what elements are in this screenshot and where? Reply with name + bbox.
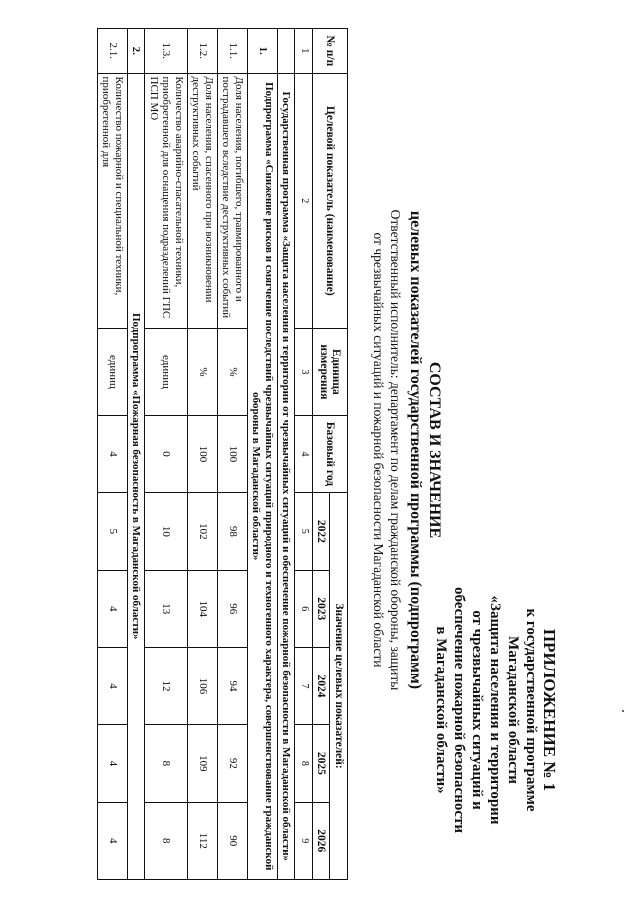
col-2024-header: 2024 (313, 647, 331, 724)
row-value-2024: 4 (98, 647, 128, 724)
row-value-2024: 106 (188, 647, 218, 724)
table-row (218, 29, 248, 880)
annex-line: к государственной программе (523, 608, 539, 812)
row-value-2022: 102 (188, 493, 218, 570)
row-value-2024: 12 (145, 647, 188, 724)
table-row (98, 29, 128, 880)
row-indicator-name: Доля населения, погибшего, травмированного и пострадавшего вследствие деструктивных событий (218, 73, 248, 329)
annex-line: от чрезвычайных ситуаций и (469, 610, 485, 810)
column-index: 7 (295, 647, 313, 724)
column-index: 1 (295, 29, 313, 74)
subprogram-row (128, 29, 146, 880)
program-row (278, 29, 296, 880)
row-num: 1.3. (145, 29, 188, 74)
annex-header (432, 560, 558, 860)
row-value-2025: 109 (188, 725, 218, 802)
row-value-2025: 92 (218, 725, 248, 802)
row-unit: единиц (98, 329, 128, 416)
row-unit: % (188, 329, 218, 416)
subprogram-title: Подпрограмма «Снижение рисков и смягчение последствий чрезвычайных ситуаций природного и техногенного характера, совершенствование гражданской обороны в Магаданской области» (248, 73, 278, 879)
col-2022-header: 2022 (313, 493, 331, 570)
row-value-2023: 96 (218, 570, 248, 647)
column-index: 8 (295, 725, 313, 802)
column-index: 3 (295, 329, 313, 416)
scan-speck (622, 710, 624, 712)
table-row (145, 29, 188, 880)
responsible-executor (370, 70, 404, 830)
row-value-2023: 4 (98, 570, 128, 647)
header-row (330, 29, 348, 880)
col-indicator-header: Целевой показатель (наименование) (313, 73, 348, 329)
row-value-2022: 98 (218, 493, 248, 570)
annex-line: «Защита населения и территории (487, 595, 503, 825)
row-unit: единиц (145, 329, 188, 416)
program-title: Государственная программа «Защита населения и территории от чрезвычайных ситуаций и обеспечение пожарной безопасности в Магаданской области» (278, 73, 296, 879)
program-num-cell (278, 29, 296, 74)
indicators-table (97, 28, 348, 880)
row-value-2025: 8 (145, 725, 188, 802)
col-unit-header: Единица измерения (313, 329, 348, 416)
column-index-row (295, 29, 313, 880)
row-value-2026: 8 (145, 802, 188, 879)
col-2023-header: 2023 (313, 570, 331, 647)
annex-title: ПРИЛОЖЕНИЕ № 1 (540, 628, 559, 792)
column-index: 9 (295, 802, 313, 879)
title-line: СОСТАВ И ЗНАЧЕНИЕ (426, 361, 443, 539)
col-2026-header: 2026 (313, 802, 331, 879)
row-num: 1.1. (218, 29, 248, 74)
values-group-header: Значение целевых показателей: (330, 493, 348, 880)
executor-line: Ответственный исполнитель: департамент по делам гражданской обороны, защиты (388, 209, 403, 691)
row-base: 4 (98, 415, 128, 492)
row-value-2025: 4 (98, 725, 128, 802)
title-line: целевых показателей государственной программы (подпрограмм) (407, 210, 424, 690)
row-indicator-name: Доля населения, спасенного при возникновении деструктивных событий (188, 73, 218, 329)
column-index: 4 (295, 415, 313, 492)
row-value-2026: 112 (188, 802, 218, 879)
subprogram-num: 1. (248, 29, 278, 74)
row-num: 1.2. (188, 29, 218, 74)
row-value-2022: 5 (98, 493, 128, 570)
annex-line: обеспечение пожарной безопасности (451, 586, 467, 834)
row-value-2023: 104 (188, 570, 218, 647)
row-indicator-name: Количество аварийно-спасательной техники, приобретенной для оснащения подразделений ГПС ПСП МО (145, 73, 188, 329)
row-num: 2.1. (98, 29, 128, 74)
col-2025-header: 2025 (313, 725, 331, 802)
row-value-2022: 10 (145, 493, 188, 570)
row-base: 100 (188, 415, 218, 492)
column-index: 5 (295, 493, 313, 570)
col-base-header: Базовый год (313, 415, 348, 492)
column-index: 2 (295, 73, 313, 329)
row-base: 100 (218, 415, 248, 492)
executor-line: от чрезвычайных ситуаций и пожарной безопасности Магаданской области (371, 232, 386, 668)
col-num-header: № п/п (313, 29, 348, 74)
row-value-2026: 4 (98, 802, 128, 879)
table-row (188, 29, 218, 880)
document-title (406, 110, 444, 790)
column-index: 6 (295, 570, 313, 647)
annex-line: Магаданской области (505, 636, 521, 784)
row-value-2023: 13 (145, 570, 188, 647)
row-base: 0 (145, 415, 188, 492)
subprogram-row (248, 29, 278, 880)
subprogram-num: 2. (128, 29, 146, 74)
row-value-2024: 94 (218, 647, 248, 724)
annex-line: в Магаданской области» (433, 626, 449, 794)
subprogram-title: Подпрограмма «Пожарная безопасность в Магаданской области» (128, 73, 146, 879)
row-unit: % (218, 329, 248, 416)
row-value-2026: 90 (218, 802, 248, 879)
row-indicator-name: Количество пожарной и специальной техники, приобретенной для (98, 73, 128, 329)
